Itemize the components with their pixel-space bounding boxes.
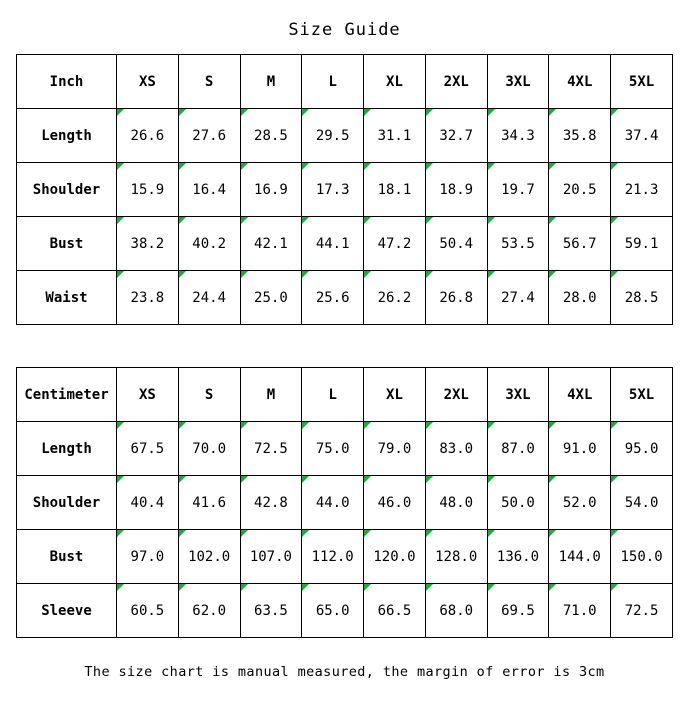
corner-marker-icon bbox=[117, 163, 124, 170]
size-header-l: L bbox=[302, 55, 364, 109]
cell-value: 62.0 bbox=[192, 602, 226, 619]
cell-value: 44.0 bbox=[315, 494, 350, 511]
row-label-bust: Bust bbox=[17, 217, 117, 271]
corner-marker-icon bbox=[364, 530, 371, 537]
cell-value: 75.0 bbox=[315, 440, 350, 457]
cell-value: 42.8 bbox=[254, 494, 288, 511]
corner-marker-icon bbox=[364, 163, 371, 170]
cell-value: 68.0 bbox=[439, 602, 474, 619]
corner-marker-icon bbox=[241, 109, 248, 116]
size-header-s: S bbox=[178, 55, 240, 109]
corner-marker-icon bbox=[179, 422, 186, 429]
cell-value: 23.8 bbox=[130, 289, 165, 306]
corner-marker-icon bbox=[549, 476, 556, 483]
corner-marker-icon bbox=[302, 422, 309, 429]
corner-marker-icon bbox=[549, 271, 556, 278]
cell-cm-length-s bbox=[178, 422, 240, 476]
cell-value: 136.0 bbox=[496, 548, 540, 565]
corner-marker-icon bbox=[302, 584, 309, 591]
cell-cm-length-l bbox=[302, 422, 364, 476]
corner-marker-icon bbox=[117, 109, 124, 116]
size-header-5xl: 5XL bbox=[611, 55, 673, 109]
cell-inch-length-5xl bbox=[611, 109, 673, 163]
cell-inch-length-xl bbox=[364, 109, 426, 163]
corner-marker-icon bbox=[117, 584, 124, 591]
cell-inch-length-s bbox=[178, 109, 240, 163]
cell-value: 59.1 bbox=[624, 235, 659, 252]
cell-inch-length-m bbox=[240, 109, 302, 163]
corner-marker-icon bbox=[241, 271, 248, 278]
cell-inch-length-2xl bbox=[425, 109, 487, 163]
corner-marker-icon bbox=[488, 584, 495, 591]
cell-value: 87.0 bbox=[501, 440, 535, 457]
corner-marker-icon bbox=[117, 271, 124, 278]
corner-marker-icon bbox=[549, 163, 556, 170]
cell-cm-bust-4xl bbox=[549, 530, 611, 584]
corner-marker-icon bbox=[364, 217, 371, 224]
cell-inch-shoulder-4xl bbox=[549, 163, 611, 217]
size-table-inch bbox=[16, 54, 673, 325]
corner-marker-icon bbox=[302, 530, 309, 537]
corner-marker-icon bbox=[549, 530, 556, 537]
corner-marker-icon bbox=[549, 422, 556, 429]
cell-value: 25.6 bbox=[315, 289, 350, 306]
cell-value: 112.0 bbox=[311, 548, 354, 565]
corner-marker-icon bbox=[426, 584, 433, 591]
corner-marker-icon bbox=[179, 109, 186, 116]
corner-marker-icon bbox=[241, 163, 248, 170]
corner-marker-icon bbox=[364, 422, 371, 429]
corner-marker-icon bbox=[179, 271, 186, 278]
table-spacer bbox=[0, 325, 689, 367]
cell-inch-shoulder-xs bbox=[117, 163, 179, 217]
cell-value: 28.5 bbox=[254, 127, 288, 144]
table-row bbox=[17, 584, 673, 638]
cell-value: 66.5 bbox=[377, 602, 412, 619]
size-header-xl: XL bbox=[364, 368, 426, 422]
cell-inch-length-3xl bbox=[487, 109, 549, 163]
table-row bbox=[17, 271, 673, 325]
corner-marker-icon bbox=[364, 584, 371, 591]
corner-marker-icon bbox=[426, 476, 433, 483]
corner-marker-icon bbox=[611, 163, 618, 170]
table-row bbox=[17, 476, 673, 530]
cell-value: 27.6 bbox=[192, 127, 226, 144]
size-header-xl: XL bbox=[364, 55, 426, 109]
cell-value: 28.0 bbox=[562, 289, 597, 306]
cell-value: 35.8 bbox=[562, 127, 597, 144]
corner-marker-icon bbox=[364, 109, 371, 116]
row-label-sleeve: Sleeve bbox=[17, 584, 117, 638]
corner-marker-icon bbox=[488, 271, 495, 278]
cell-cm-shoulder-3xl bbox=[487, 476, 549, 530]
table-row bbox=[17, 217, 673, 271]
cell-value: 60.5 bbox=[130, 602, 165, 619]
cell-value: 44.1 bbox=[315, 235, 350, 252]
corner-marker-icon bbox=[179, 476, 186, 483]
cell-cm-shoulder-xs bbox=[117, 476, 179, 530]
cell-cm-sleeve-m bbox=[240, 584, 302, 638]
cell-cm-sleeve-xs bbox=[117, 584, 179, 638]
cell-value: 26.6 bbox=[130, 127, 165, 144]
cell-inch-waist-4xl bbox=[549, 271, 611, 325]
size-header-3xl: 3XL bbox=[487, 368, 549, 422]
cell-inch-waist-l bbox=[302, 271, 364, 325]
cell-cm-shoulder-l bbox=[302, 476, 364, 530]
cell-cm-length-xs bbox=[117, 422, 179, 476]
cell-value: 34.3 bbox=[501, 127, 535, 144]
cell-inch-shoulder-l bbox=[302, 163, 364, 217]
cell-value: 50.0 bbox=[501, 494, 535, 511]
size-header-2xl: 2XL bbox=[425, 368, 487, 422]
cell-cm-sleeve-s bbox=[178, 584, 240, 638]
cell-value: 26.8 bbox=[439, 289, 474, 306]
unit-header-centimeter: Centimeter bbox=[17, 368, 117, 422]
corner-marker-icon bbox=[241, 476, 248, 483]
cell-inch-bust-4xl bbox=[549, 217, 611, 271]
cell-value: 29.5 bbox=[315, 127, 350, 144]
cell-value: 46.0 bbox=[377, 494, 412, 511]
row-label-shoulder: Shoulder bbox=[17, 476, 117, 530]
cell-cm-sleeve-xl bbox=[364, 584, 426, 638]
corner-marker-icon bbox=[426, 422, 433, 429]
cell-value: 20.5 bbox=[562, 181, 597, 198]
corner-marker-icon bbox=[241, 530, 248, 537]
cell-inch-waist-3xl bbox=[487, 271, 549, 325]
cell-cm-bust-s bbox=[178, 530, 240, 584]
corner-marker-icon bbox=[241, 217, 248, 224]
cell-cm-shoulder-xl bbox=[364, 476, 426, 530]
table-row bbox=[17, 109, 673, 163]
corner-marker-icon bbox=[364, 271, 371, 278]
cell-cm-sleeve-4xl bbox=[549, 584, 611, 638]
cell-value: 21.3 bbox=[624, 181, 659, 198]
cell-value: 91.0 bbox=[562, 440, 597, 457]
cell-value: 18.9 bbox=[439, 181, 474, 198]
cell-value: 83.0 bbox=[439, 440, 474, 457]
cell-value: 24.4 bbox=[192, 289, 226, 306]
table-header-row bbox=[17, 55, 673, 109]
cell-value: 53.5 bbox=[501, 235, 535, 252]
cell-value: 67.5 bbox=[130, 440, 165, 457]
size-header-m: M bbox=[240, 55, 302, 109]
cell-cm-sleeve-l bbox=[302, 584, 364, 638]
corner-marker-icon bbox=[488, 476, 495, 483]
corner-marker-icon bbox=[488, 163, 495, 170]
cell-value: 107.0 bbox=[249, 548, 292, 565]
table-row bbox=[17, 163, 673, 217]
size-header-s: S bbox=[178, 368, 240, 422]
cell-value: 27.4 bbox=[501, 289, 535, 306]
cell-value: 56.7 bbox=[562, 235, 597, 252]
cell-value: 25.0 bbox=[254, 289, 288, 306]
cell-inch-bust-3xl bbox=[487, 217, 549, 271]
corner-marker-icon bbox=[611, 530, 618, 537]
cell-value: 26.2 bbox=[377, 289, 412, 306]
corner-marker-icon bbox=[488, 109, 495, 116]
cell-value: 65.0 bbox=[315, 602, 350, 619]
cell-cm-bust-3xl bbox=[487, 530, 549, 584]
size-header-xs: XS bbox=[117, 55, 179, 109]
cell-value: 16.4 bbox=[192, 181, 226, 198]
cell-inch-bust-m bbox=[240, 217, 302, 271]
corner-marker-icon bbox=[302, 271, 309, 278]
row-label-waist: Waist bbox=[17, 271, 117, 325]
cell-value: 32.7 bbox=[439, 127, 474, 144]
cell-value: 97.0 bbox=[130, 548, 165, 565]
size-header-xs: XS bbox=[117, 368, 179, 422]
cell-cm-length-5xl bbox=[611, 422, 673, 476]
corner-marker-icon bbox=[364, 476, 371, 483]
cell-value: 31.1 bbox=[377, 127, 412, 144]
size-header-l: L bbox=[302, 368, 364, 422]
cell-value: 54.0 bbox=[624, 494, 659, 511]
corner-marker-icon bbox=[611, 584, 618, 591]
size-table-centimeter bbox=[16, 367, 673, 638]
corner-marker-icon bbox=[302, 476, 309, 483]
corner-marker-icon bbox=[549, 109, 556, 116]
corner-marker-icon bbox=[611, 109, 618, 116]
cell-value: 38.2 bbox=[130, 235, 165, 252]
cell-value: 42.1 bbox=[254, 235, 288, 252]
cell-cm-length-xl bbox=[364, 422, 426, 476]
corner-marker-icon bbox=[117, 476, 124, 483]
cell-value: 144.0 bbox=[558, 548, 601, 565]
cell-cm-sleeve-2xl bbox=[425, 584, 487, 638]
page-title: Size Guide bbox=[288, 20, 401, 40]
cell-inch-length-4xl bbox=[549, 109, 611, 163]
cell-value: 95.0 bbox=[624, 440, 659, 457]
corner-marker-icon bbox=[302, 217, 309, 224]
cell-inch-waist-xs bbox=[117, 271, 179, 325]
corner-marker-icon bbox=[179, 163, 186, 170]
cell-value: 128.0 bbox=[435, 548, 478, 565]
cell-value: 19.7 bbox=[501, 181, 535, 198]
cell-inch-length-l bbox=[302, 109, 364, 163]
cell-value: 79.0 bbox=[377, 440, 412, 457]
corner-marker-icon bbox=[426, 530, 433, 537]
corner-marker-icon bbox=[179, 584, 186, 591]
cell-value: 18.1 bbox=[377, 181, 412, 198]
row-label-bust: Bust bbox=[17, 530, 117, 584]
corner-marker-icon bbox=[117, 530, 124, 537]
cell-value: 15.9 bbox=[130, 181, 165, 198]
cell-inch-shoulder-xl bbox=[364, 163, 426, 217]
cell-inch-shoulder-s bbox=[178, 163, 240, 217]
corner-marker-icon bbox=[117, 217, 124, 224]
cell-value: 102.0 bbox=[188, 548, 231, 565]
corner-marker-icon bbox=[611, 217, 618, 224]
corner-marker-icon bbox=[488, 217, 495, 224]
cell-value: 71.0 bbox=[562, 602, 597, 619]
cell-inch-waist-s bbox=[178, 271, 240, 325]
corner-marker-icon bbox=[241, 422, 248, 429]
corner-marker-icon bbox=[549, 217, 556, 224]
corner-marker-icon bbox=[302, 109, 309, 116]
cell-inch-waist-2xl bbox=[425, 271, 487, 325]
cell-cm-bust-xl bbox=[364, 530, 426, 584]
cell-cm-length-3xl bbox=[487, 422, 549, 476]
cell-value: 16.9 bbox=[254, 181, 288, 198]
cell-value: 150.0 bbox=[620, 548, 663, 565]
row-label-length: Length bbox=[17, 422, 117, 476]
cell-inch-bust-l bbox=[302, 217, 364, 271]
corner-marker-icon bbox=[426, 271, 433, 278]
corner-marker-icon bbox=[426, 109, 433, 116]
measurement-disclaimer: The size chart is manual measured, the margin of error is 3cm bbox=[84, 664, 605, 680]
cell-cm-bust-5xl bbox=[611, 530, 673, 584]
cell-value: 69.5 bbox=[501, 602, 535, 619]
cell-cm-shoulder-4xl bbox=[549, 476, 611, 530]
corner-marker-icon bbox=[488, 530, 495, 537]
row-label-length: Length bbox=[17, 109, 117, 163]
cell-value: 40.4 bbox=[130, 494, 165, 511]
corner-marker-icon bbox=[426, 217, 433, 224]
cell-inch-bust-5xl bbox=[611, 217, 673, 271]
size-header-m: M bbox=[240, 368, 302, 422]
cell-value: 41.6 bbox=[192, 494, 226, 511]
cell-value: 72.5 bbox=[624, 602, 659, 619]
cell-inch-shoulder-2xl bbox=[425, 163, 487, 217]
corner-marker-icon bbox=[611, 271, 618, 278]
cell-cm-bust-l bbox=[302, 530, 364, 584]
size-header-5xl: 5XL bbox=[611, 368, 673, 422]
cell-inch-bust-2xl bbox=[425, 217, 487, 271]
cell-value: 48.0 bbox=[439, 494, 474, 511]
cell-cm-bust-2xl bbox=[425, 530, 487, 584]
cell-inch-length-xs bbox=[117, 109, 179, 163]
corner-marker-icon bbox=[241, 584, 248, 591]
cell-value: 50.4 bbox=[439, 235, 474, 252]
cell-value: 37.4 bbox=[624, 127, 659, 144]
cell-cm-length-2xl bbox=[425, 422, 487, 476]
cell-value: 120.0 bbox=[373, 548, 416, 565]
size-header-4xl: 4XL bbox=[549, 368, 611, 422]
unit-header-inch: Inch bbox=[17, 55, 117, 109]
cell-cm-sleeve-3xl bbox=[487, 584, 549, 638]
cell-cm-shoulder-m bbox=[240, 476, 302, 530]
cell-cm-length-4xl bbox=[549, 422, 611, 476]
cell-value: 63.5 bbox=[254, 602, 288, 619]
cell-value: 28.5 bbox=[624, 289, 659, 306]
table-row bbox=[17, 422, 673, 476]
cell-cm-shoulder-2xl bbox=[425, 476, 487, 530]
corner-marker-icon bbox=[179, 217, 186, 224]
corner-marker-icon bbox=[426, 163, 433, 170]
table-row bbox=[17, 530, 673, 584]
corner-marker-icon bbox=[611, 476, 618, 483]
table-header-row bbox=[17, 368, 673, 422]
cell-cm-sleeve-5xl bbox=[611, 584, 673, 638]
cell-cm-shoulder-s bbox=[178, 476, 240, 530]
cell-inch-waist-m bbox=[240, 271, 302, 325]
cell-inch-bust-xs bbox=[117, 217, 179, 271]
cell-inch-waist-5xl bbox=[611, 271, 673, 325]
cell-value: 17.3 bbox=[315, 181, 350, 198]
cell-value: 47.2 bbox=[377, 235, 412, 252]
size-header-2xl: 2XL bbox=[425, 55, 487, 109]
corner-marker-icon bbox=[611, 422, 618, 429]
corner-marker-icon bbox=[488, 422, 495, 429]
cell-cm-bust-m bbox=[240, 530, 302, 584]
cell-cm-shoulder-5xl bbox=[611, 476, 673, 530]
cell-value: 72.5 bbox=[254, 440, 288, 457]
corner-marker-icon bbox=[549, 584, 556, 591]
cell-inch-shoulder-3xl bbox=[487, 163, 549, 217]
cell-inch-shoulder-m bbox=[240, 163, 302, 217]
cell-inch-waist-xl bbox=[364, 271, 426, 325]
cell-cm-bust-xs bbox=[117, 530, 179, 584]
corner-marker-icon bbox=[117, 422, 124, 429]
cell-inch-bust-s bbox=[178, 217, 240, 271]
cell-value: 70.0 bbox=[192, 440, 226, 457]
row-label-shoulder: Shoulder bbox=[17, 163, 117, 217]
corner-marker-icon bbox=[302, 163, 309, 170]
cell-cm-length-m bbox=[240, 422, 302, 476]
cell-inch-bust-xl bbox=[364, 217, 426, 271]
size-header-4xl: 4XL bbox=[549, 55, 611, 109]
cell-value: 40.2 bbox=[192, 235, 226, 252]
corner-marker-icon bbox=[179, 530, 186, 537]
size-header-3xl: 3XL bbox=[487, 55, 549, 109]
cell-value: 52.0 bbox=[562, 494, 597, 511]
cell-inch-shoulder-5xl bbox=[611, 163, 673, 217]
